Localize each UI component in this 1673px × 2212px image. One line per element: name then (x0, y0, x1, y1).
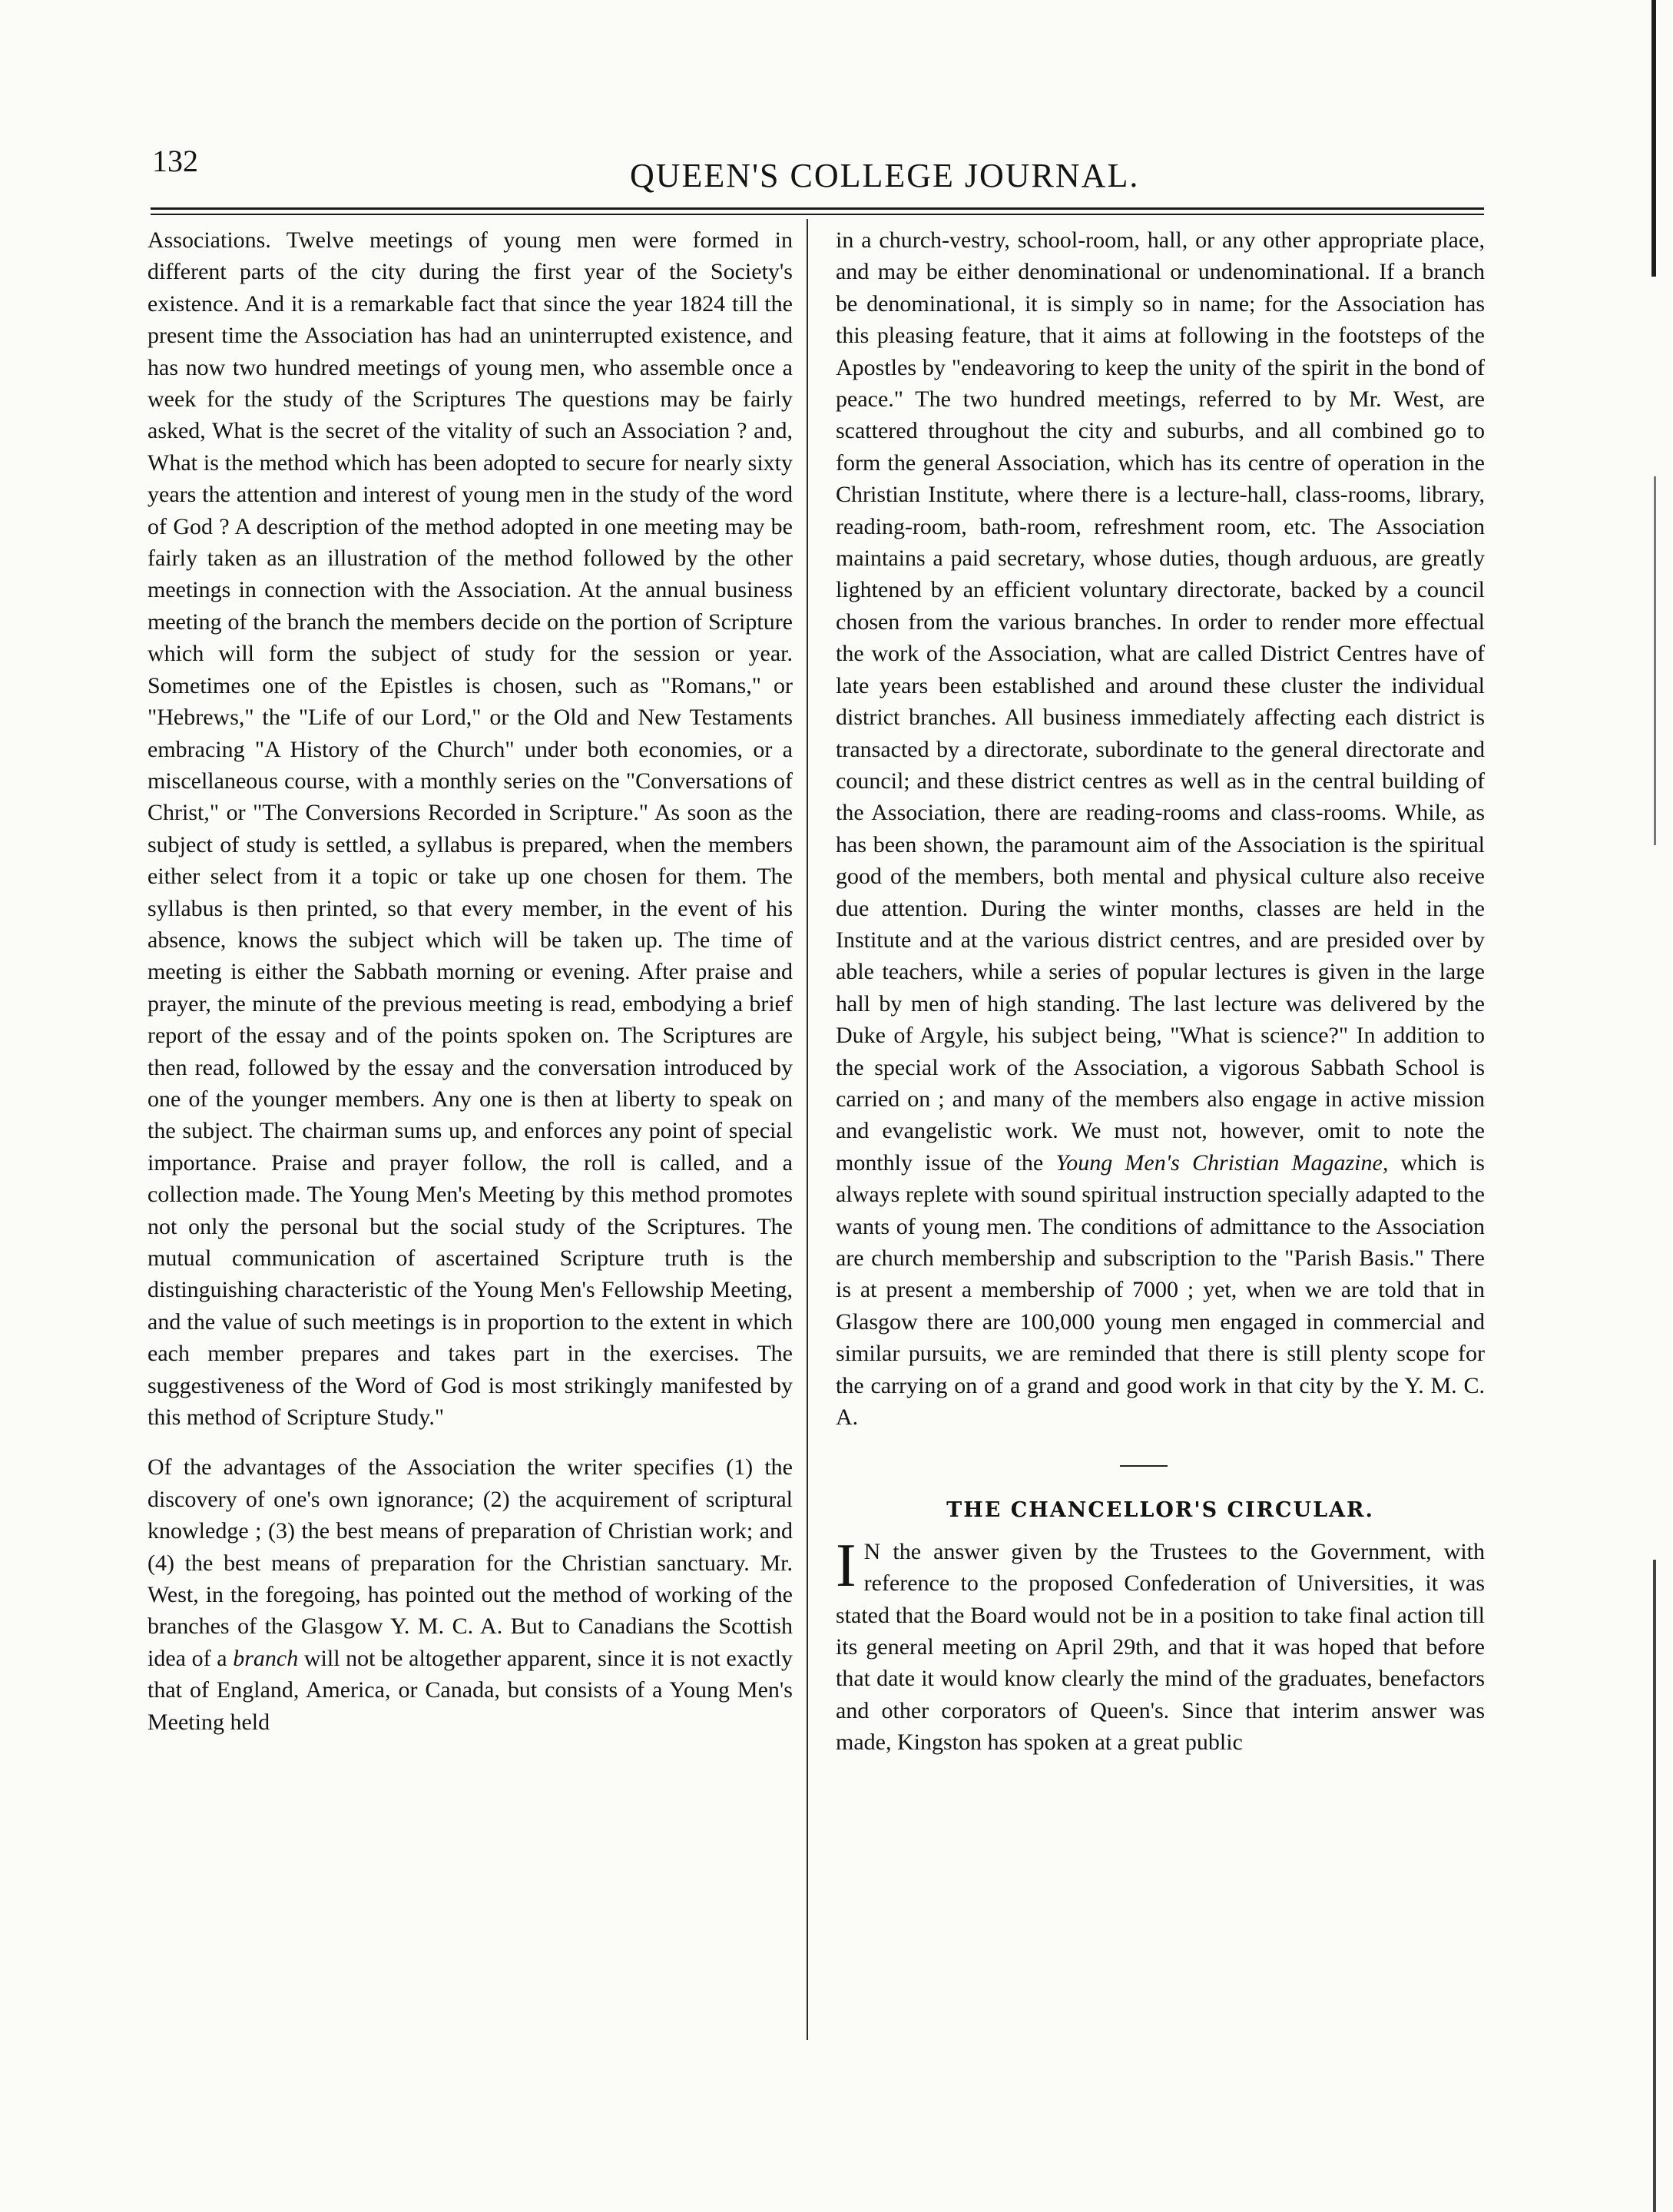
journal-title: QUEEN'S COLLEGE JOURNAL. (630, 157, 1140, 194)
right-column (836, 224, 1485, 1759)
page-number: 132 (152, 144, 198, 178)
article-paragraph (836, 224, 1485, 1433)
scan-edge-mark (1653, 1560, 1656, 2212)
header-rule-thin (151, 214, 1484, 215)
magazine-title: Young Men's Christian Magazine, (1055, 1149, 1389, 1176)
column-divider (807, 219, 808, 2040)
section-heading: THE CHANCELLOR'S CIRCULAR. (946, 1498, 1374, 1523)
paragraph-text: which is always replete with sound spiritual instruction specially adapted to the wants of young men. The conditions of admittance to the Association are church membership and subscription to the "Parish Basis." There is at present a membership of 7000 ; yet, when we are told that in Glasgow there are 100,000 young men engaged in commercial and similar pursuits, we are reminded that there is still plenty scope for the carrying on of a grand and good work in that city by the Y. M. C. A. (836, 1149, 1485, 1431)
scan-edge-mark (1654, 476, 1656, 845)
article-paragraph (147, 1451, 793, 1738)
paragraph-text: Of the advantages of the Association the writer specifies (1) the discovery of one's own ignorance; (2) the acquirement of scriptural knowledge ; (3) the best means of preparation of Christian work; and (4) the best means of preparation for the Christian sanctuary. Mr. West, in the foregoing, has pointed out the method of working of the branches of the Glasgow Y. M. C. A. But to Canadians the Scottish idea of a (147, 1454, 793, 1671)
article-paragraph (836, 1531, 1485, 1759)
paragraph-text: in a church-vestry, school-room, hall, or any other appropriate place, and may be either denominational or undenominational. If a branch be denominational, it is simply so in name; for the Association has this pleasing feature, that it aims at following in the footsteps of the Apostles by "endeavoring to keep the unity of the spirit in the bond of peace." The two hundred meetings, referred to by Mr. West, are scattered throughout the city and suburbs, and all combined go to form the general Association, which has its centre of operation in the Christian Institute, where there is a lecture-hall, class-rooms, library, reading-room, bath-room, refreshment room, etc. The Association maintains a paid secretary, whose duties, though arduous, are greatly lightened by an efficient voluntary directorate, backed by a council chosen from the various branches. In order to render more effectual the work of the Association, what are called District Centres have of late years been established and around these cluster the individual district branches. All business immediately affecting each district is transacted by a directorate, subordinate to the general directorate and council; and these district centres as well as in the central building of the Association, there are reading-rooms and class-rooms. While, as has been shown, the paramount aim of the Association is the spiritual good of the members, both mental and physical culture also receive due attention. During the winter months, classes are held in the Institute and at the various district centres, and are presided over by able teachers, while a series of popular lectures is given in the large hall by men of high standing. The last lecture was delivered by the Duke of Argyle, his subject being, "What is science?" In addition to the special work of the Association, a vigorous Sabbath School is carried on ; and many of the members also engage in active mission and evangelistic work. We must not, however, omit to note the monthly issue of the (836, 227, 1485, 1176)
article-paragraph: Associations. Twelve meetings of young men were formed in different parts of the city during the first year of the Society's existence. And it is a remarkable fact that since the year 1824 till the present time the Association has had an uninterrupted existence, and has now two hundred meetings of young men, who assemble once a week for the study of the Scriptures The questions may be fairly asked, What is the secret of the vitality of such an Association ? and, What is the method which has been adopted to secure for nearly sixty years the attention and interest of young men in the study of the word of God ? A description of the method adopted in one meeting may be fairly taken as an illustration of the method followed by the other meetings in connection with the Association. At the annual business meeting of the branch the members decide on the portion of Scripture which will form the subject of study for the session or year. Sometimes one of the Epistles is chosen, such as "Romans," or "Hebrews," the "Life of our Lord," or the Old and New Testaments embracing "A History of the Church" under both economies, or a miscellaneous course, with a monthly series on the "Conversations of Christ," or "The Conversions Recorded in Scripture." As soon as the subject of study is settled, a syllabus is prepared, when the members either select from it a topic or take up one chosen for them. The syllabus is then printed, so that every member, in the event of his absence, knows the subject which will be taken up. The time of meeting is either the Sabbath morning or evening. After praise and prayer, the minute of the previous meeting is read, embodying a brief report of the essay and of the points spoken on. The Scriptures are then read, followed by the essay and the conversation introduced by one of the younger members. Any one is then at liberty to speak on the subject. The chairman sums up, and enforces any point of special importance. Praise and prayer follow, the roll is called, and a collection made. The Young Men's Meeting by this method promotes not only the personal but the social study of the Scriptures. The mutual communication of ascertained Scripture truth is the distinguishing characteristic of the Young Men's Fellowship Meeting, and the value of such meetings is in proportion to the extent in which each member prepares and takes part in the exercises. The suggestiveness of the Word of God is most strikingly manifested by this method of Scripture Study." (147, 227, 793, 1431)
italic-term: branch (233, 1645, 299, 1671)
section-separator (1120, 1465, 1168, 1467)
left-column (147, 224, 793, 1738)
paragraph-text: will not be altogether apparent, since it is not exactly that of England, America, or Canada, but consists of a Young Men's Meeting held (147, 1645, 793, 1735)
header-rule (151, 207, 1484, 210)
scan-edge-mark (1651, 0, 1656, 277)
drop-cap: I (836, 1531, 856, 1600)
paragraph-text: N the answer given by the Trustees to the Government, with reference to the proposed Confederation of Universities, it was stated that the Board would not be in a position to take final action till its general meeting on April 29th, and that it was hoped that before that date it would know clearly the mind of the graduates, benefactors and other corporators of Queen's. Since that interim answer was made, Kingston has spoken at a great public (836, 1538, 1485, 1756)
